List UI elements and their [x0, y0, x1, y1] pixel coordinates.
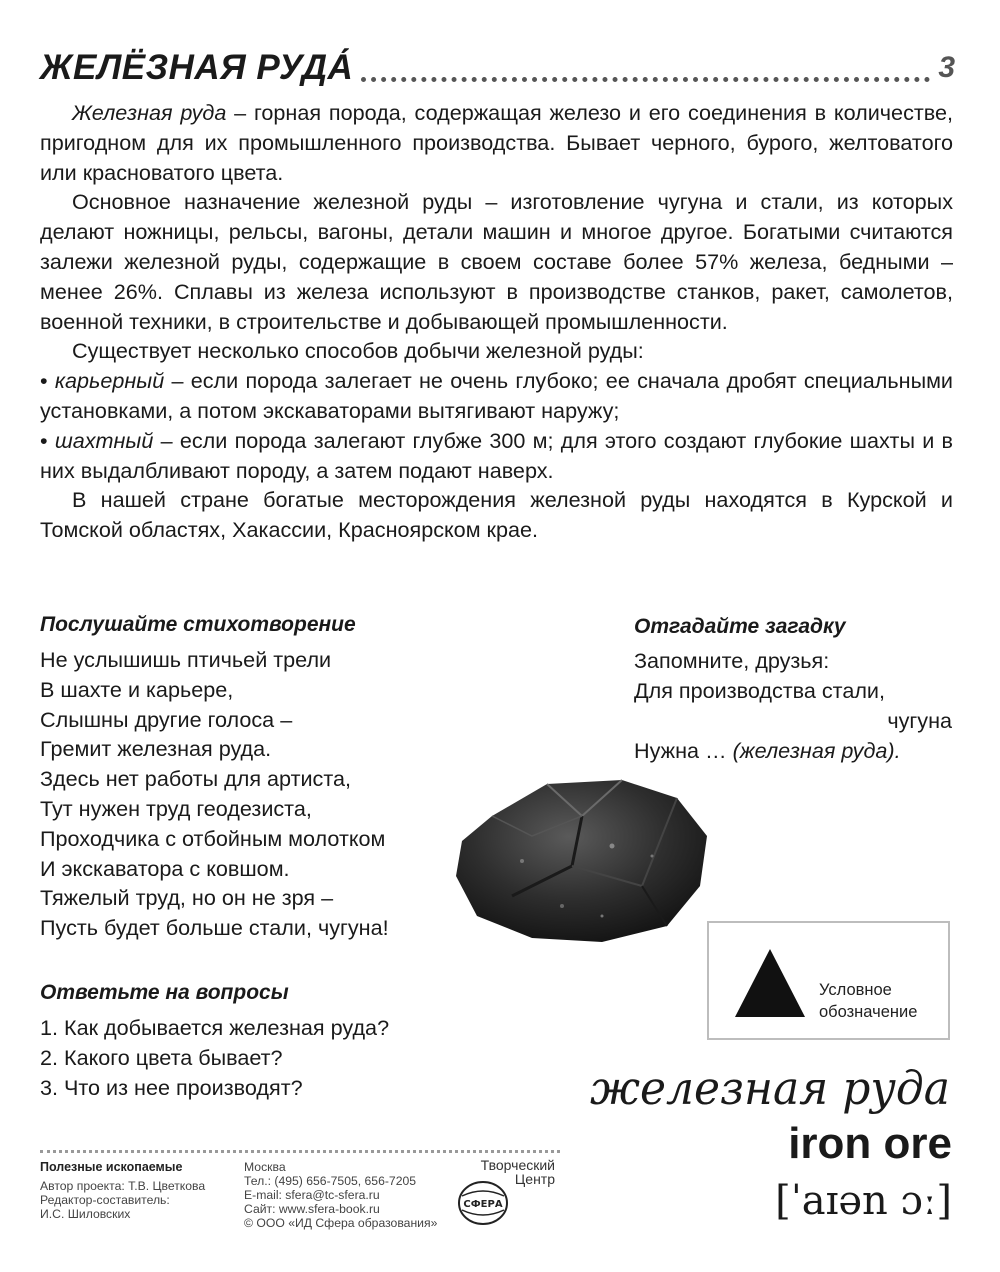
poem-line: Не услышишь птичьей трели	[40, 647, 332, 672]
term-mine: шахтный	[54, 427, 154, 453]
riddle-line: чугуна	[887, 708, 952, 733]
article-text	[40, 98, 953, 545]
phone: Тел.: (495) 656-7505, 656-7205	[244, 1174, 417, 1188]
riddle-line-start: Нужна …	[634, 738, 733, 763]
footer-credits	[40, 1160, 250, 1221]
cursive-word-text: железная руда	[590, 1061, 950, 1115]
legend-label-line: Условное	[819, 981, 892, 999]
author-line: Автор проекта: Т.В. Цветкова	[40, 1179, 206, 1193]
riddle-line: Запомните, друзья:	[634, 648, 830, 673]
question-item: 3. Что из нее производят?	[40, 1075, 303, 1100]
website: Сайт: www.sfera-book.ru	[244, 1202, 380, 1216]
legend-label-line: обозначение	[819, 1003, 918, 1021]
publisher-name-line: Центр	[514, 1171, 555, 1187]
poem-line: В шахте и карьере,	[40, 676, 234, 702]
footer-divider	[40, 1150, 560, 1153]
poem-line: Здесь нет работы для артиста,	[40, 766, 351, 792]
publisher-logo-text: СФЕРА	[463, 1199, 503, 1210]
dotted-leader	[361, 76, 930, 82]
poem-line: Слышны другие голоса –	[40, 706, 293, 732]
definition-text: – горная порода, содержащая железо и его соединения в количестве, пригодном для их промышленного производства. Бывает черного, бурого, желтоватого или красноватого цвета.	[40, 100, 953, 185]
riddle-answer: (железная руда).	[732, 738, 901, 763]
city: Москва	[244, 1160, 286, 1174]
question-item: 2. Какого цвета бывает?	[40, 1045, 283, 1070]
poem-section	[40, 610, 460, 943]
english-word: iron ore	[788, 1119, 952, 1168]
publisher-logo-icon	[457, 1180, 509, 1226]
editor-name: И.С. Шиловских	[40, 1207, 131, 1221]
open-pit-text: – если порода залегает не очень глубоко; ее сначала дробят специальными установками, а потом экскаваторами вытягивают наружу;	[40, 368, 953, 423]
term-open-pit: карьерный	[54, 368, 165, 394]
page-header	[40, 38, 955, 88]
poem-heading: Послушайте стихотворение	[40, 613, 356, 636]
poem-line: Тут нужен труд геодезиста,	[40, 795, 312, 821]
iron-ore-rock-image	[452, 776, 712, 946]
bullet-mark: •	[40, 368, 55, 394]
method-open-pit	[40, 366, 953, 426]
poem-line: Тяжелый труд, но он не зря –	[40, 885, 334, 911]
publisher-name-line: Творческий	[480, 1157, 555, 1173]
article-paragraph-deposits: В нашей стране богатые месторождения железной руды находятся в Курской и Томской областях, Хакассии, Красноярском крае.	[40, 487, 953, 543]
riddle-heading: Отгадайте загадку	[634, 615, 846, 638]
method-mine	[40, 426, 953, 486]
questions-heading: Ответьте на вопросы	[40, 981, 289, 1004]
questions-section	[40, 978, 520, 1103]
poem-line: Гремит железная руда.	[40, 736, 272, 762]
series-title: Полезные ископаемые	[40, 1160, 183, 1174]
riddle-line	[634, 736, 964, 766]
poem-line: Пусть будет больше стали, чугуна!	[40, 915, 389, 941]
footer-contacts	[244, 1160, 459, 1230]
article-paragraph-purpose: Основное назначение железной руды – изготовление чугуна и стали, из которых делают ножницы, рельсы, вагоны, детали машин и многое другое. Богатыми считаются залежи железной руды, содержащие в своем составе более 57% железа, бедными – менее 26%. Сплавы из железа используют в производстве станков, ракет, самолетов, военной техники, в строительстве и добывающей промышленности.	[40, 189, 953, 334]
publisher-block	[455, 1158, 555, 1228]
poem-line: Проходчика с отбойным молотком	[40, 825, 386, 851]
riddle-section	[634, 612, 964, 766]
legend-box	[707, 921, 950, 1040]
mine-text: – если порода залегают глубже 300 м; для этого создают глубокие шахты и в них выдалбливают породу, а затем подают наверх.	[40, 427, 954, 483]
editor-label: Редактор-составитель:	[40, 1193, 170, 1207]
copyright: © ООО «ИД Сфера образования»	[244, 1216, 438, 1230]
legend-label	[819, 979, 917, 1023]
bullet-mark: •	[40, 427, 55, 453]
email: E-mail: sfera@tc-sfera.ru	[244, 1188, 380, 1202]
article-paragraph-definition	[40, 98, 953, 187]
riddle-line: Для производства стали,	[634, 678, 885, 703]
term-iron-ore: Железная руда	[72, 100, 227, 125]
poem-line: И экскаватора с ковшом.	[40, 855, 290, 881]
triangle-symbol-icon	[733, 947, 807, 1019]
question-item: 1. Как добывается железная руда?	[40, 1015, 390, 1040]
transcription: [ˈaɪən ɔː]	[775, 1178, 952, 1224]
page-title: ЖЕЛЁЗНАЯ РУДА́	[40, 48, 354, 87]
page-number: 3	[938, 51, 955, 84]
article-paragraph-methods: Существует несколько способов добычи железной руды:	[72, 338, 644, 364]
